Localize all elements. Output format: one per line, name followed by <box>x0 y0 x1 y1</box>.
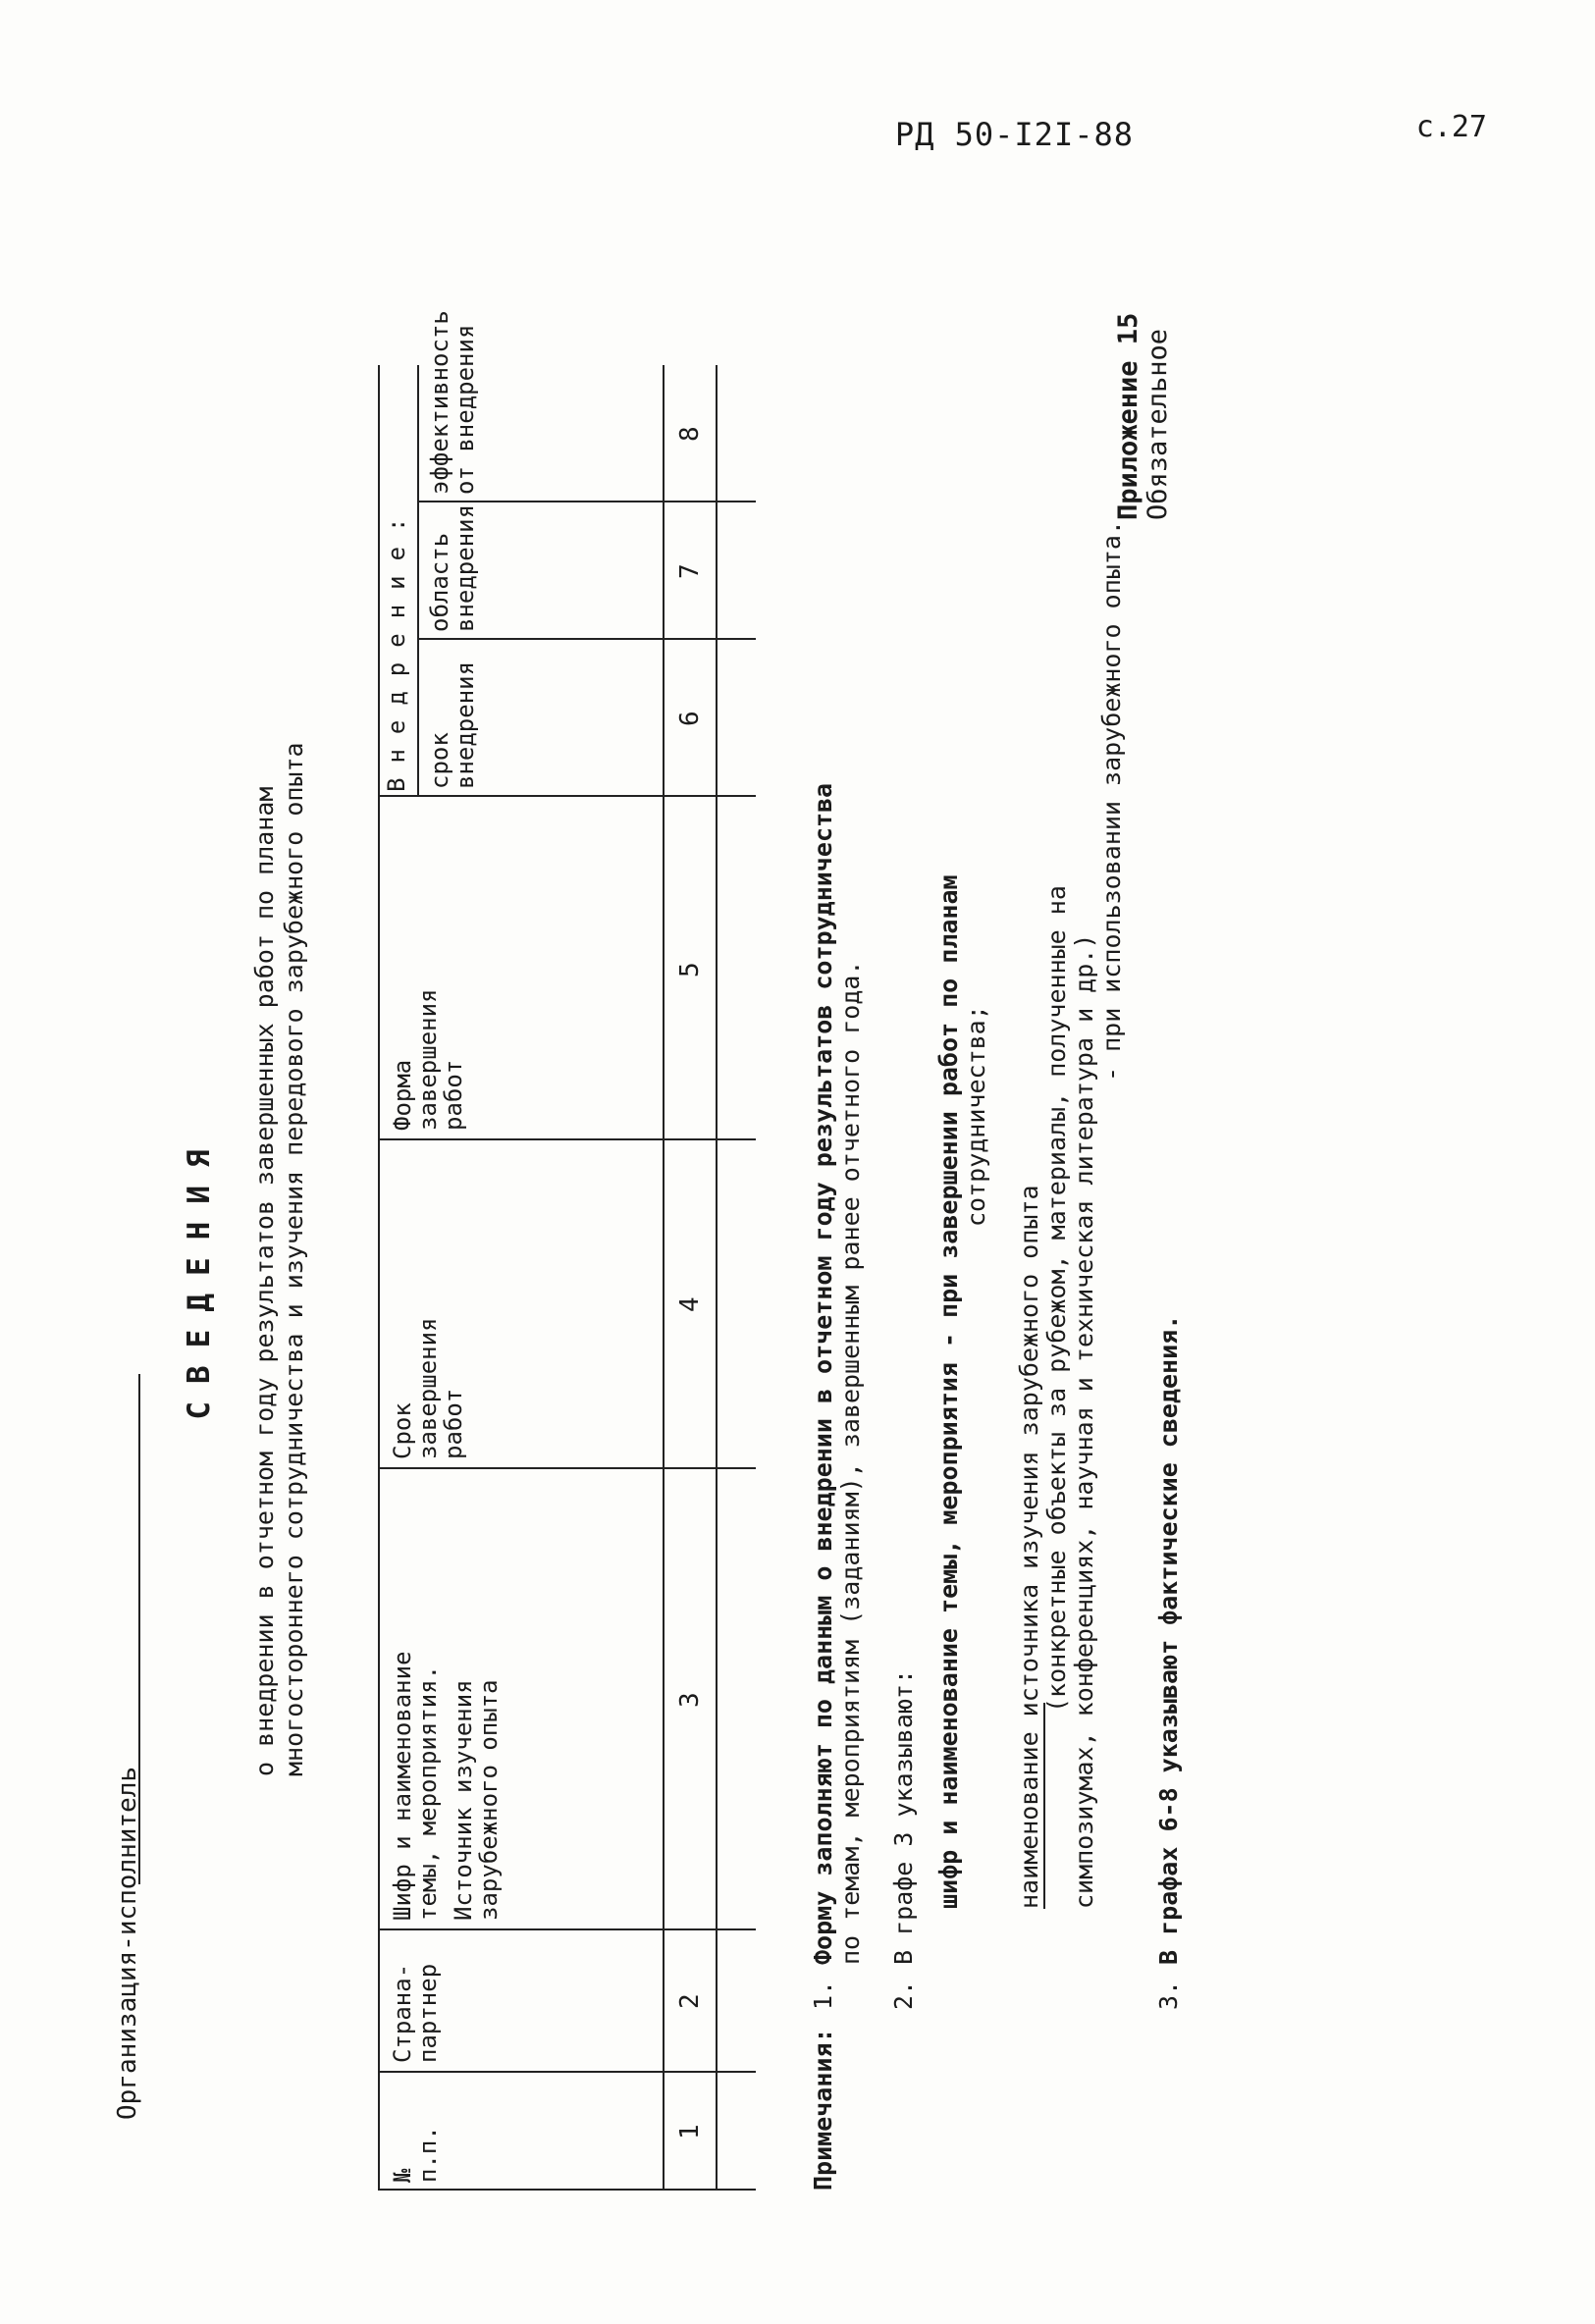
header-line: п.п. <box>414 2126 442 2183</box>
header-line: эффективность <box>426 310 453 495</box>
subtitle-line-1: о внедрении в отчетном году результатов завершенных работ по планам <box>250 786 279 1776</box>
note-2-line-2: наименование источника изучения зарубежного опыта <box>1015 1185 1043 1909</box>
note-2-line-1b: сотрудничества; <box>962 1005 990 1227</box>
col-divider <box>378 1467 756 1469</box>
col-divider <box>378 2071 756 2073</box>
header-line: зарубежного опыта <box>475 1679 503 1921</box>
header-line: срок <box>426 732 453 789</box>
column-number-1: 1 <box>675 2124 705 2139</box>
appendix-label <box>1114 313 1173 520</box>
rotated-form <box>93 196 1340 2257</box>
header-line: № <box>389 2168 416 2183</box>
note-2-line-3: (конкретные объекты за рубежом, материалы, полученные на <box>1042 885 1071 1713</box>
note-2-intro: В графе 3 указывают: <box>889 1668 918 1965</box>
header-line: завершения <box>414 988 442 1131</box>
document-code: РД 50-I2I-88 <box>894 116 1134 153</box>
organization-label: Организация-исполнитель <box>113 1766 142 2120</box>
note-1-line-1: Форму заполняют по данным о внедрении в отчетном году результатов сотрудничества <box>809 782 837 1965</box>
header-line: работ <box>440 1059 467 1131</box>
column-number-3: 3 <box>675 1692 705 1708</box>
page-title: СВЕДЕНИЯ <box>182 1132 217 1420</box>
column-header-7 <box>427 504 478 632</box>
col-divider <box>378 2189 756 2191</box>
column-number-6: 6 <box>675 711 705 726</box>
header-line: завершения <box>414 1317 442 1459</box>
col-divider <box>417 501 756 502</box>
col-divider <box>378 795 756 797</box>
header-line: Страна- <box>389 1963 416 2063</box>
column-header-8 <box>427 310 478 495</box>
column-header-6 <box>427 661 478 789</box>
appendix-status: Обязательное <box>1143 328 1173 520</box>
note-3-number: 3. <box>1154 1980 1183 2010</box>
group-header-separator <box>417 365 419 797</box>
header-line: работ <box>440 1388 467 1459</box>
header-line: Срок <box>389 1402 416 1459</box>
table-border-top <box>378 365 380 2191</box>
note-2-line-4: симпозиумах, конференциях, научная и техническая литература и др.) <box>1070 933 1098 1909</box>
column-number-8: 8 <box>675 426 705 442</box>
appendix-number: Приложение 15 <box>1113 312 1143 520</box>
data-table <box>378 310 756 2191</box>
column-header-3 <box>390 1651 502 1921</box>
column-header-1 <box>390 2126 441 2183</box>
header-line: внедрения <box>452 503 479 632</box>
note-2-number: 2. <box>889 1980 918 2010</box>
header-line: темы, мероприятия. <box>414 1664 442 1921</box>
note-2-underline <box>1043 1703 1045 1909</box>
col-divider <box>378 1928 756 1930</box>
column-number-4: 4 <box>675 1296 705 1312</box>
column-number-2: 2 <box>675 1993 705 2009</box>
header-line: Шифр и наименование <box>389 1651 416 1921</box>
note-1-line-2: по темам, мероприятиям (заданиям), завершенным ранее отчетного года. <box>836 960 865 1965</box>
header-line: область <box>426 532 453 632</box>
column-number-7: 7 <box>675 563 705 579</box>
header-line: Источник изучения <box>450 1679 477 1921</box>
note-1-number: 1. <box>809 1980 837 2010</box>
subtitle-line-2: многостороннего сотрудничества и изучения передового зарубежного опыта <box>280 742 308 1776</box>
note-2-line-5: - при использовании зарубежного опыта. <box>1097 520 1126 1082</box>
column-header-5 <box>390 989 466 1132</box>
column-header-4 <box>390 1318 466 1460</box>
notes-label: Примечания: <box>809 2028 837 2191</box>
organization-underline <box>138 1374 140 1884</box>
column-number-5: 5 <box>675 962 705 977</box>
col-divider <box>417 638 756 640</box>
header-line: Форма <box>389 1059 416 1131</box>
col-divider <box>378 1138 756 1140</box>
header-line: от внедрения <box>452 324 479 495</box>
page-subtitle <box>250 742 309 1776</box>
page-number: с.27 <box>1415 110 1487 144</box>
note-2-line-1: шифр и наименование темы, мероприятия - при завершении работ по планам <box>934 874 963 1909</box>
header-line: партнер <box>414 1963 442 2063</box>
group-header-implementation: Внедрение: <box>383 502 410 792</box>
header-line: внедрения <box>452 660 479 789</box>
column-header-2 <box>390 1964 441 2063</box>
note-3-text: В графах 6-8 указывают фактические сведения. <box>1154 1314 1183 1965</box>
